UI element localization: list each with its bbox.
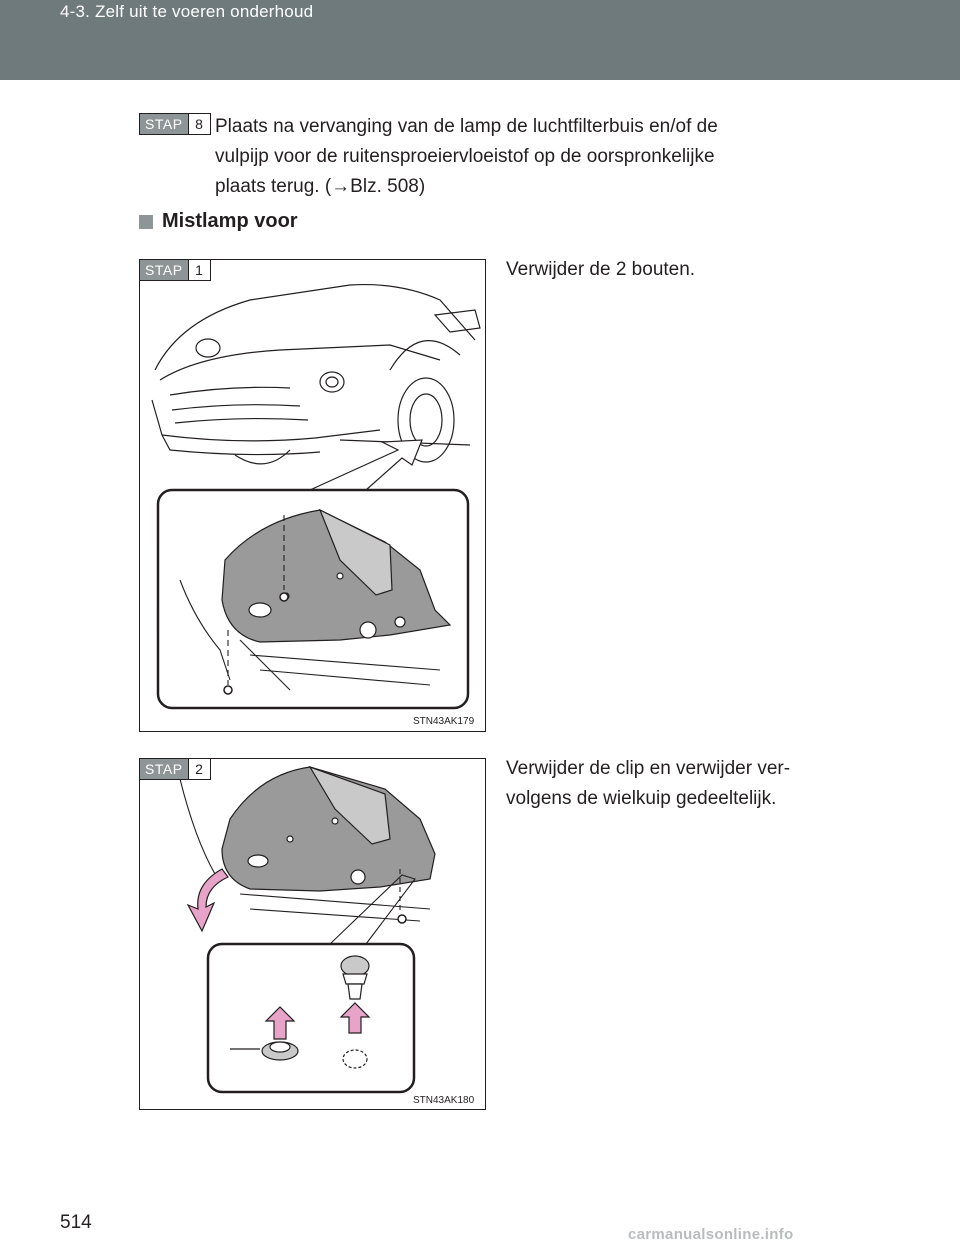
step-1-badge [139, 259, 211, 281]
step-badge-word: STAP [140, 114, 188, 134]
watermark: carmanualsonline.info [628, 1226, 794, 1243]
page-number: 514 [60, 1212, 92, 1233]
step-badge-word: STAP [140, 759, 188, 779]
figure-step-2 [139, 758, 486, 1110]
wheel-liner-clip-illustration [140, 759, 485, 1109]
step-badge-number: 8 [188, 114, 210, 134]
step-8-line-3: plaats terug. (→Blz. 508) [215, 176, 426, 197]
car-underside-illustration [140, 260, 485, 731]
step-8-text [215, 112, 826, 202]
pull-direction-arrow-icon [188, 869, 228, 931]
step-badge-word: STAP [140, 260, 188, 280]
clip-location-icon [398, 915, 406, 923]
figure-code: STN43AK180 [413, 1095, 475, 1106]
section-square-icon [139, 215, 153, 229]
section-heading-text: Mistlamp voor [162, 210, 298, 232]
step-1-text: Verwijder de 2 bouten. [506, 259, 696, 280]
step-2-line-2: volgens de wielkuip gedeeltelijk. [506, 788, 777, 809]
header-title: 4-3. Zelf uit te voeren onderhoud [60, 2, 314, 21]
step-2-badge [139, 758, 211, 780]
bolt-upper-icon [280, 593, 288, 601]
figure-step-1 [139, 259, 486, 732]
step-badge-number: 2 [188, 759, 210, 779]
page-header [0, 0, 960, 80]
step-8-line-1: Plaats na vervanging van de lamp de luchtfilterbuis en/of de [215, 116, 718, 137]
section-heading [139, 210, 298, 233]
step-2-text [506, 754, 846, 814]
step-badge-number: 1 [188, 260, 210, 280]
inset-frame [208, 944, 414, 1092]
step-2-line-1: Verwijder de clip en verwijder ver- [506, 758, 791, 779]
step-8-line-2: vulpijp voor de ruitensproeiervloeistof op de oorspronkelijke [215, 146, 715, 167]
step-8-badge [139, 113, 211, 135]
figure-code: STN43AK179 [413, 716, 475, 727]
bolt-lower-icon [224, 686, 232, 694]
